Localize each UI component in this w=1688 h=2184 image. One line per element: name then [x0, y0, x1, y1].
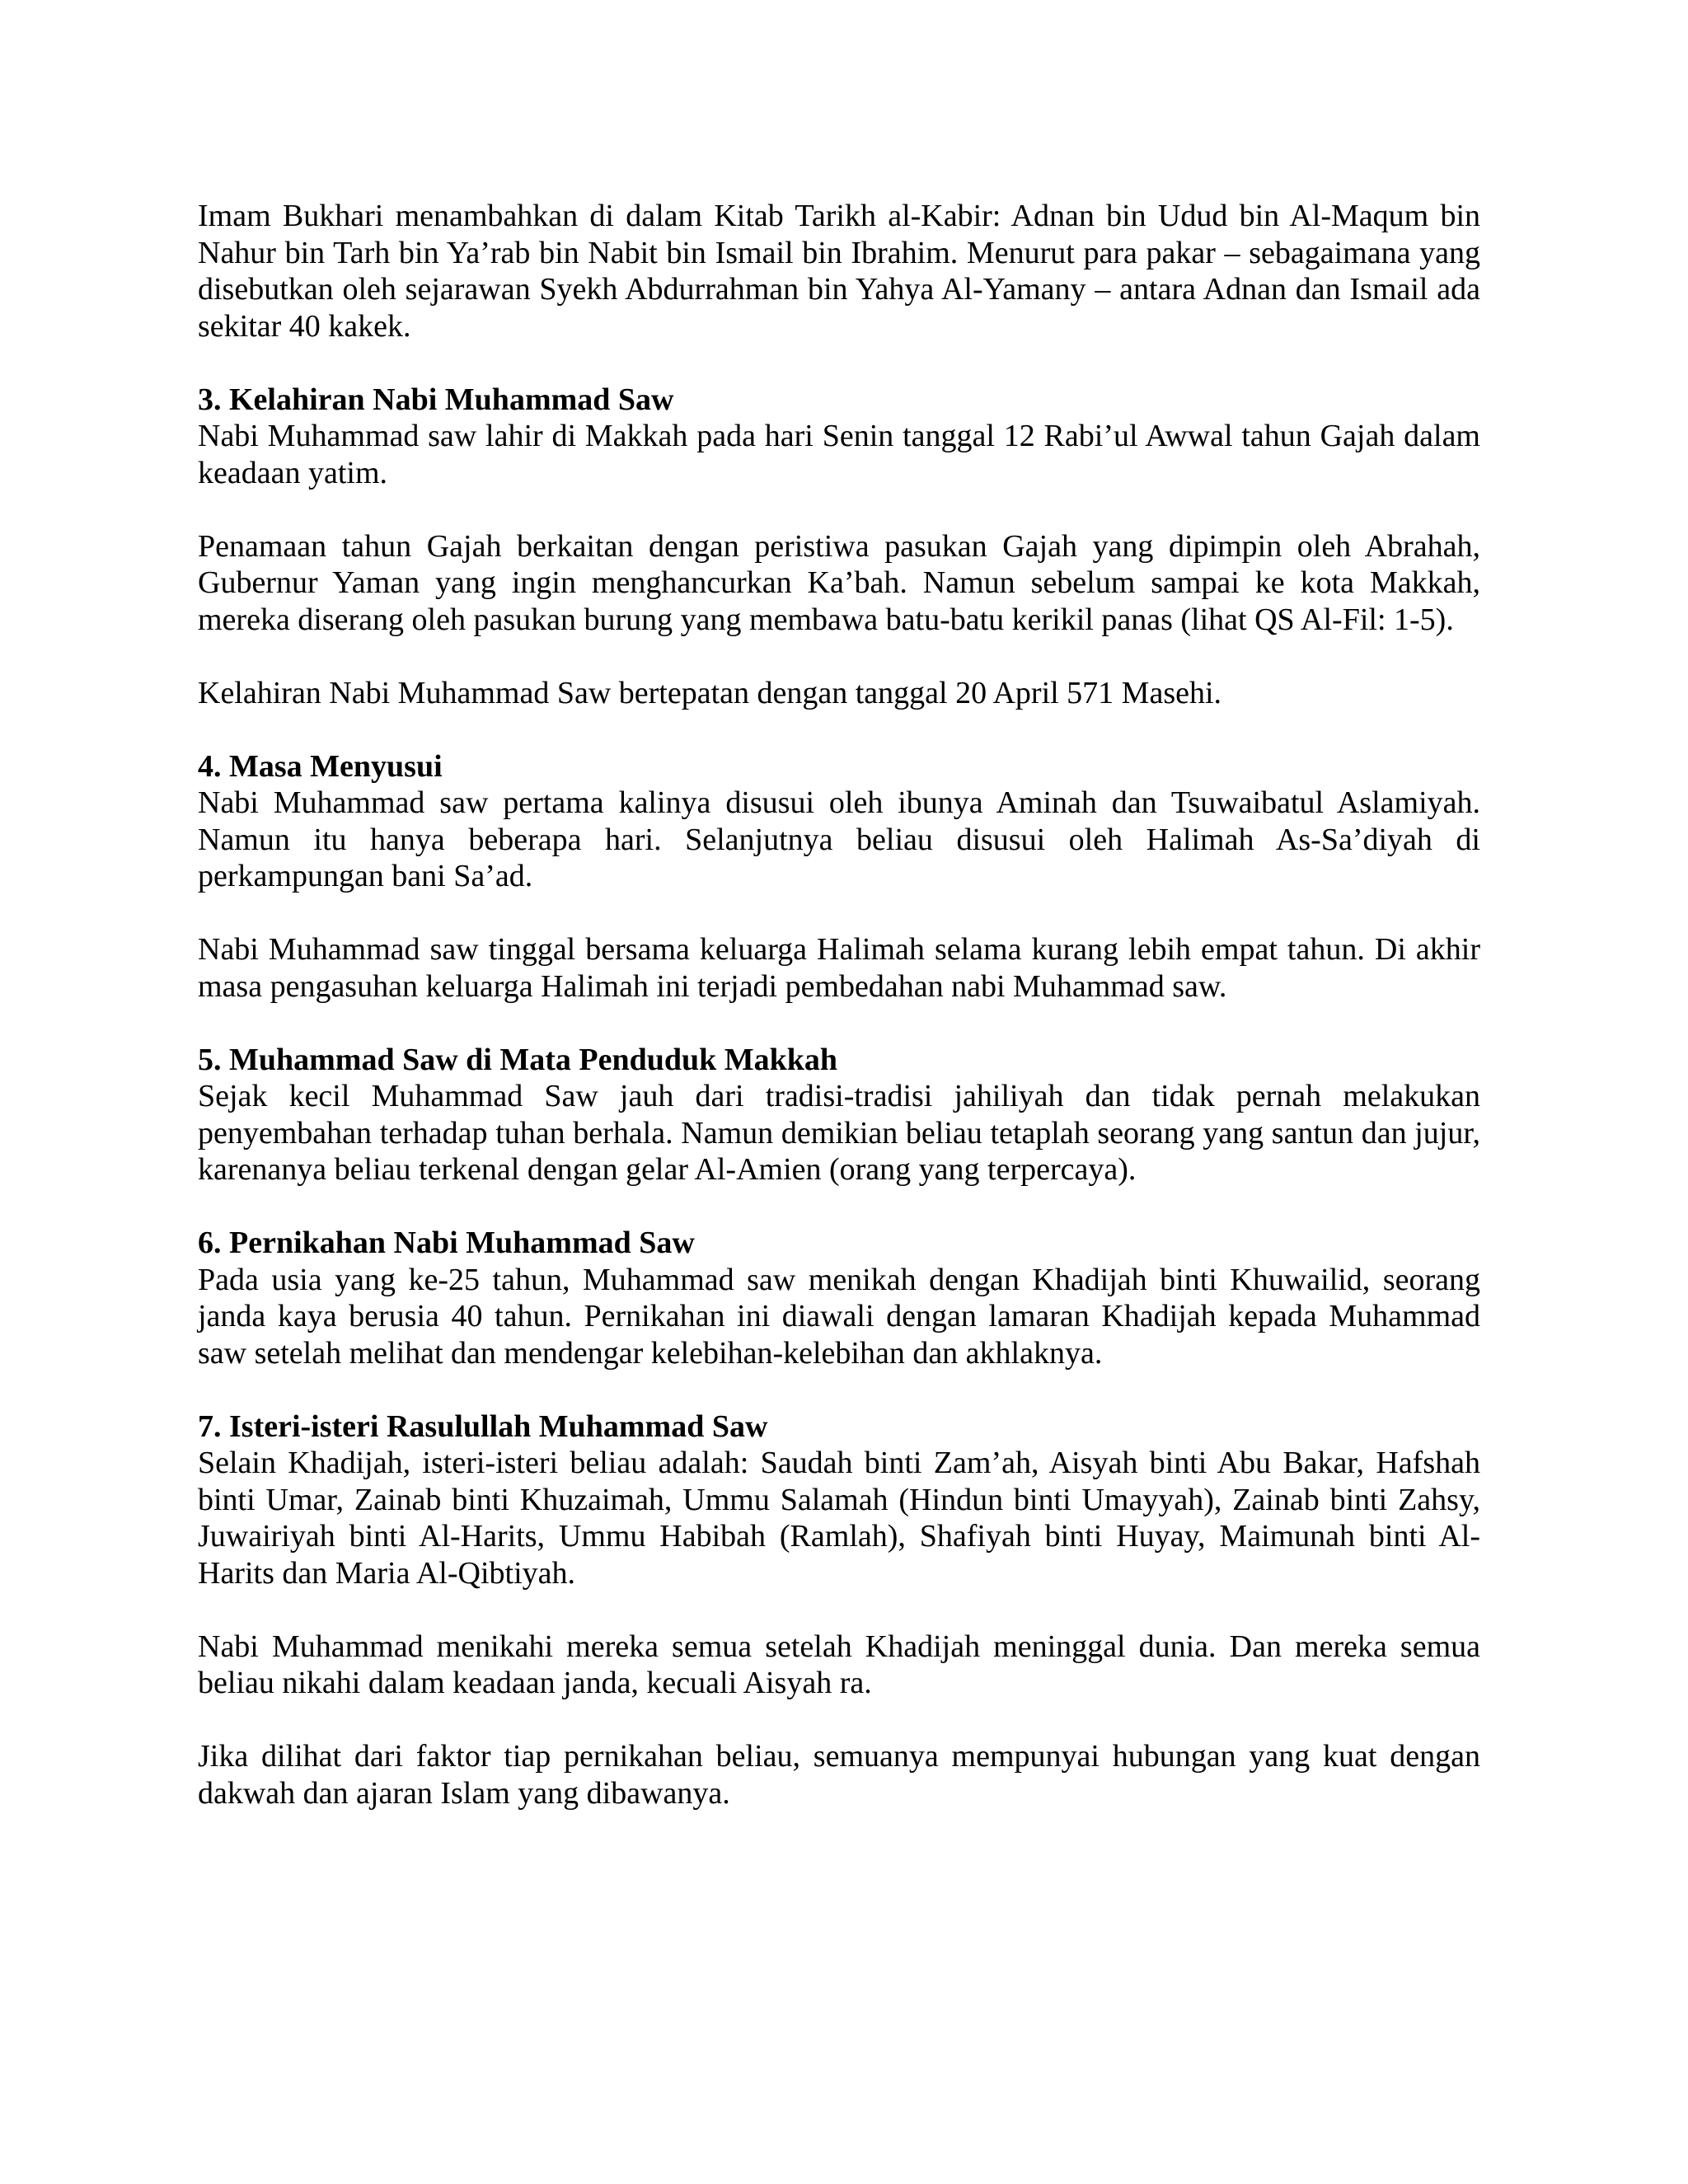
- section-heading: 7. Isteri-isteri Rasulullah Muhammad Saw: [198, 1408, 768, 1444]
- section-paragraph: Pada usia yang ke-25 tahun, Muhammad saw menikah dengan Khadijah binti Khuwailid, seorang janda kaya berusia 40 tahun. Pernikahan ini diawali dengan lamaran Khadijah kepada Muhammad saw setelah melihat dan mendengar kelebihan-kelebihan dan akhlaknya.: [198, 1262, 1480, 1371]
- section-paragraph: Nabi Muhammad menikahi mereka semua setelah Khadijah meninggal dunia. Dan mereka semua beliau nikahi dalam keadaan janda, kecuali Aisyah ra.: [198, 1629, 1480, 1700]
- section-heading: 4. Masa Menyusui: [198, 748, 443, 784]
- section-paragraph: Jika dilihat dari faktor tiap pernikahan beliau, semuanya mempunyai hubungan yang kuat dengan dakwah dan ajaran Islam yang dibawanya.: [198, 1739, 1480, 1811]
- section-heading: 6. Pernikahan Nabi Muhammad Saw: [198, 1226, 695, 1260]
- section-heading: 5. Muhammad Saw di Mata Penduduk Makkah: [198, 1042, 838, 1077]
- section-isteri-isteri: [198, 1408, 1480, 1812]
- section-paragraph: Sejak kecil Muhammad Saw jauh dari tradisi-tradisi jahiliyah dan tidak pernah melakukan penyembahan terhadap tuhan berhala. Namun demikian beliau tetaplah seorang yang santun dan jujur, karenanya beliau terkenal dengan gelar Al-Amien (orang yang terpercaya).: [198, 1079, 1480, 1187]
- section-masa-menyusui: [198, 748, 1480, 1005]
- section-kelahiran: [198, 382, 1480, 712]
- section-paragraph: Nabi Muhammad saw tinggal bersama keluarga Halimah selama kurang lebih empat tahun. Di akhir masa pengasuhan keluarga Halimah ini terjadi pembedahan nabi Muhammad saw.: [198, 932, 1480, 1004]
- section-penduduk-makkah: [198, 1042, 1480, 1188]
- section-paragraph: Kelahiran Nabi Muhammad Saw bertepatan dengan tanggal 20 April 571 Masehi.: [198, 675, 1222, 710]
- section-paragraph: Selain Khadijah, isteri-isteri beliau adalah: Saudah binti Zam’ah, Aisyah binti Abu Bakar, Hafshah binti Umar, Zainab binti Khuzaimah, Ummu Salamah (Hindun binti Umayyah), Zainab binti Zahsy, Juwairiyah binti Al-Harits, Ummu Habibah (Ramlah), Shafiyah binti Huyay, Maimunah binti Al-Harits dan Maria Al-Qibtiyah.: [198, 1446, 1480, 1591]
- document-body: [198, 198, 1480, 1849]
- section-paragraph: Nabi Muhammad saw pertama kalinya disusui oleh ibunya Aminah dan Tsuwaibatul Aslamiyah. Namun itu hanya beberapa hari. Selanjutnya beliau disusui oleh Halimah As-Sa’diyah di perkampungan bani Sa’ad.: [198, 785, 1480, 893]
- section-paragraph: Nabi Muhammad saw lahir di Makkah pada hari Senin tanggal 12 Rabi’ul Awwal tahun Gajah dalam keadaan yatim.: [198, 419, 1480, 490]
- intro-paragraph: Imam Bukhari menambahkan di dalam Kitab Tarikh al-Kabir: Adnan bin Udud bin Al-Maqum bin Nahur bin Tarh bin Ya’rab bin Nabit bin Ismail bin Ibrahim. Menurut para pakar – sebagaimana yang disebutkan oleh sejarawan Syekh Abdurrahman bin Yahya Al-Yamany – antara Adnan dan Ismail ada sekitar 40 kakek.: [198, 199, 1480, 344]
- section-pernikahan: [198, 1225, 1480, 1371]
- section-heading: 3. Kelahiran Nabi Muhammad Saw: [198, 382, 674, 417]
- section-paragraph: Penamaan tahun Gajah berkaitan dengan peristiwa pasukan Gajah yang dipimpin oleh Abrahah, Gubernur Yaman yang ingin menghancurkan Ka’bah. Namun sebelum sampai ke kota Makkah, mereka diserang oleh pasukan burung yang membawa batu-batu kerikil panas (lihat QS Al-Fil: 1-5).: [198, 528, 1480, 637]
